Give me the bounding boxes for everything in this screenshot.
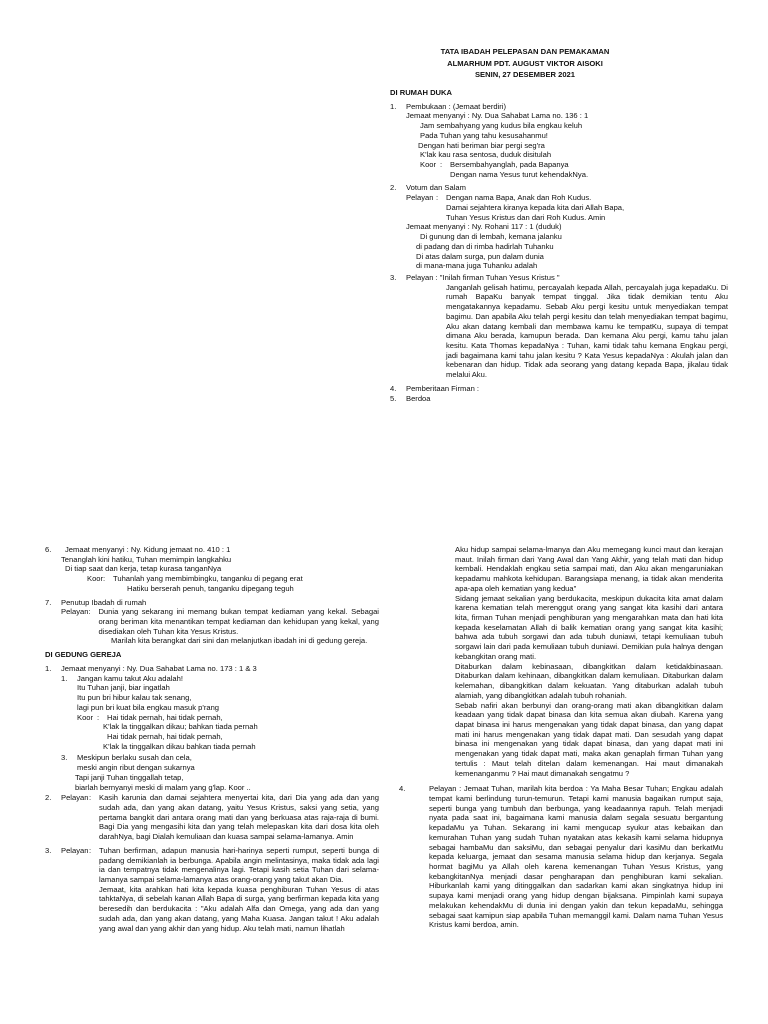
item-number: 4.: [399, 784, 406, 794]
verse-line: Tenanglah kini hatiku, Tuhan memimpin langkahku: [61, 554, 232, 564]
item-7: [45, 598, 379, 608]
speaker-label: Pelayan: [406, 193, 434, 203]
speaker-line: Tuhan Yesus Kristus dan dari Roh Kudus. Amin: [446, 212, 606, 222]
verse-line: biarlah bernyanyi meski di malam yang g'lap. Koor ..: [75, 782, 251, 792]
speaker-label: Pelayan: [61, 845, 89, 855]
song-line: Jemaat menyanyi : Ny. Dua Sahabat Lama no. 136 : 1: [406, 111, 589, 121]
koor: [45, 713, 379, 723]
verse-line: Dengan hati beriman biar pergi seg'ra: [418, 140, 545, 150]
colon: :: [89, 845, 92, 855]
section-title: DI RUMAH DUKA: [390, 88, 453, 97]
item-4: [390, 384, 728, 394]
section-title: DI GEDUNG GEREJA: [45, 650, 122, 660]
koor-line: Dengan nama Yesus turut kehendakNya.: [450, 169, 589, 179]
scripture-text: Janganlah gelisah hatimu, percayalah kepada Allah, percayalah juga kepadaKu. Di rumah BapaKu banyak tempat tinggal. Jika tidak demikian tentu Aku mengatakannya kepadamu. Sebab Aku pergi kesitu untuk menyediakan tempat bagimu. Dan apabila Aku telah pergi kesitu dan telah menyediakan tempat bagimu, Aku akan datang kembali dan membawa kamu ke tempatKu, supaya di tempat dimana Aku berada, kamupun berada. Dan kemana Aku pergi, kamu tahu jalan kesitu. Kata Thomas kepadaNya : Tuhan, kami tidak tahu kemana Engkau pergi, jadi bagaimana kami tahu jalan kesitu ? Kata Yesus kepadaNya : Akulah jalan dan kebenaran dan hidup. Tidak ada seorang yang datang kepada Bapa, jikalau tidak melalui Aku.: [446, 282, 728, 380]
gereja-item-2: [45, 793, 379, 842]
paragraph: Aku hidup sampai selama-lmanya dan Aku memegang kunci maut dan kerajan maut. Inilah firman dari Yang Awal dan Yang Akhir, yang telah mati dan hidup kembali. Hendaklah engkau setia sampai mati, dan Aku akan mengaruniakan kepadamu mahkota kehidupan. Barangsiapa menang, ia tidak akan menderita apa-apa oleh kematian yang kedua": [455, 545, 723, 593]
colon: :: [89, 793, 92, 803]
verse-3: [45, 753, 379, 763]
verse-line: Itu Tuhan janji, biar ingatlah: [77, 683, 170, 693]
verse-line: Tapi janji Tuhan tinggallah tetap,: [75, 772, 184, 782]
item-title: Pemberitaan Firman :: [406, 383, 480, 393]
song-verse: [390, 121, 728, 179]
verse-line: Jangan kamu takut Aku adalah!: [77, 673, 183, 683]
item-title: Votum dan Salam: [406, 183, 466, 193]
item-title: Penutup Ibadah di rumah: [61, 597, 147, 607]
colon: :: [436, 193, 439, 203]
koor-line: Hai tidak pernah, hai tidak pernah,: [107, 731, 223, 741]
verse-line: K'lak kau rasa sentosa, duduk disitulah: [420, 150, 552, 160]
item-2: [390, 183, 728, 193]
speaker-row: [45, 607, 379, 636]
verse-line: meski angin ribut dengan sukarnya: [77, 763, 195, 773]
colon: :: [440, 160, 443, 170]
item-title: Pelayan : "Inilah firman Tuhan Yesus Kristus ": [406, 272, 560, 282]
verse-line: di padang dan di rimba hadirlah Tuhanku: [416, 241, 554, 251]
colon: :: [97, 712, 100, 722]
item-number: 1.: [45, 663, 52, 673]
speaker-text: Dunia yang sekarang ini memang bukan tempat kediaman yang kekal. Sebagai orang beriman kita menantikan tempat kediaman dan kehidupan yang kekal, yang disediakan oleh Tuhan kita Yesus Kristus.: [98, 607, 379, 636]
koor: [45, 574, 379, 584]
speaker-text: Marilah kita berangkat dari sini dan melanjutkan ibadah ini di gedung gereja.: [111, 636, 368, 646]
speaker-text: Tuhan berfirman, adapun manusia hari-harinya seperti rumput, seperti bunga di padang demikianlah ia berbunga. Apabila angin melintasinya, maka tidak ada lagi ia dan tempatnya tidak mengenalinya lagi. Tetapi kasih setia Tuhan dari selama-lamanya sampai selama-lamanya atas orang-orang yang takut akan Dia.: [99, 845, 379, 884]
verse-line: Di tiap saat dan kerja, tetap kurasa tanganNya: [65, 564, 222, 574]
item-number: 2.: [45, 793, 52, 803]
verse-line: di mana-mana juga Tuhanku adalah: [416, 261, 538, 271]
item-number: 1.: [390, 101, 397, 111]
koor-label: Koor: [420, 160, 437, 170]
header-name: ALMARHUM PDT. AUGUST VIKTOR AISOKI: [447, 58, 603, 68]
colon: :: [103, 574, 106, 584]
paragraph: Sebab nafiri akan berbunyi dan orang-orang mati akan dibangkitkan dalam keadaan yang tidak dapat binasa dan kita semua akan diubah. Karena yang dapat binasa ini harus mengenakan yang tidak dapat binasa, dan yang dapat mati ini harus mengenakan yang tidak dapat mati. Dan sesudah yang dapat binasa ini mengenakan yang tidak dapat binasa, dan yang dapat mati ini mengenakan yang tidak dapat mati, maka akan genaplah firman Tuhan yang tertulis : Maut telah ditelan dalam kemenangan. Hai maut dimanakah kemenanganmu ? Hai maut dimanakah sengatmu ?: [455, 700, 723, 778]
paragraph: Sidang jemaat sekalian yang berdukacita, meskipun dukacita kita amat dalam karena kematian telah merenggut orang yang sangat kita kasihi dari antara kita, firman Tuhan menjadi penghiburan yang mengarahkan mata dan hati kita kepada keselamatan Allah di balik kematian orang yang sangat kita kasihi; bahwa ada tubuh sorgawi dan ada tubuh duniawi, tetapi kemuliaan tubuh sorgawi lain dari pada kemuliaan tubuh duniawi. Demikian pula halnya dengan kebangkitan orang mati.: [455, 593, 723, 661]
verse-line: Itu pun bri hibur kalau tak senang,: [77, 693, 192, 703]
speaker-label: Pelayan: [61, 793, 89, 803]
item-title: Berdoa: [406, 393, 431, 403]
koor-line: Bersembahyanglah, pada Bapanya: [450, 160, 569, 170]
item-number: 7.: [45, 597, 52, 607]
gereja-item-1: [45, 664, 379, 674]
koor-label: Koor: [87, 574, 104, 584]
right-item-4: [389, 784, 723, 930]
item-number: 3.: [390, 272, 397, 282]
item-title: Pembukaan : (Jemaat berdiri): [406, 101, 507, 111]
document-header: [400, 47, 650, 80]
speaker-text: Jemaat, kita arahkan hati kita kepada kuasa penghiburan Tuhan Yesus di atas tahktaNya, di sebelah kanan Allah Bapa di surga, yang berfirman kepada kita yang beresedih dan berdukacita : "Aku adalah Alfa dan Omega, yang ada dan yang sudah ada, dan yang akan datang, yang Maha Kuasa. Jangan takut ! Aku adalah yang awal dan yang akhir dan yang hidup. Aku telah mati, namun lihatlah: [99, 884, 379, 933]
speaker-text: Kasih karunia dan damai sejahtera menyertai kita, dari Dia yang ada dan yang sudah ada, dan yang akan datang, yaitu Yesus Kristus, saksi yang setia, yang pertama bangkit dari antara orang mati dan yang berkuasa atas raja-raja di bumi. Bagi Dia yang mengasihi kita dan yang telah melepaskan kita dari dosa kita oleh darahNya, bagi Dialah kemuliaan dan kuasa sampai selama-lamanya. Amin: [99, 793, 379, 842]
item-number: 5.: [390, 393, 397, 403]
verse-line: Di atas dalam surga, pun dalam dunia: [416, 251, 544, 261]
koor-line: Tuhanlah yang membimbingku, tanganku di pegang erat: [113, 574, 303, 584]
left-column: [45, 545, 379, 933]
song-line: Jemaat menyanyi : Ny. Rohani 117 : 1 (duduk): [406, 222, 562, 232]
item-number: 3.: [45, 845, 52, 855]
speaker-line: Dengan nama Bapa, Anak dan Roh Kudus.: [446, 193, 592, 203]
speaker-line: Damai sejahtera kiranya kepada kita dari Allah Bapa,: [446, 202, 625, 212]
prayer-text: Pelayan : Jemaat Tuhan, marilah kita berdoa : Ya Maha Besar Tuhan; Engkau adalah tempat kami berlindung turun-temurun. Tetapi kami manusia bagaikan rumput saja, seperti bunga yang tumbuh dan berbunga, yang keadaannya rapuh. Telah menjadi nyata pada saat ini, bagaimana kami manusia dalam segala sesuatu bergantung kepadaMu ya Tuhan. Sekarang ini kami mengucap syukur atas kebaikan dan kemurahan Tuhan yang sudah Tuhan nyatakan atas kekasih kami selama hidupnya sebagai hambaMu dan saksiMu, dan sebagai penyalur dari kasiMu dan berkatMu kepada keluarga, jemaat dan sesama manusia selama hidup dan kerjanya. Segala hormat bagiMu ya Allah oleh karena kemenangan Tuhan Yesus Kristus, yang kebangkitanNya menjadi dasar pengharapan dan penghiburan kami sekalian. Hiburkanlah kami yang ditinggalkan dan sadarkan kami akan singkatnya hidup ini supaya kami menjadi orang yang hidup dengan bijaksana. Pimpinlah kami supaya melakukan kehendakMu di dunia ini dengan yakin dan tekun kepadaMu, sehingga sebagai saat kamipun siap apabila Tuhan memanggil kami. Dalam nama Tuhan Yesus Kristus kami berdoa, amin.: [429, 784, 723, 930]
verse-line: lagi pun bri kuat bila engkau masuk p'rang: [77, 702, 220, 712]
song-line: Jemaat menyanyi : Ny. Kidung jemaat no. 410 : 1: [65, 545, 231, 554]
item-1: [390, 102, 728, 112]
item-5: [390, 394, 728, 404]
koor-label: Koor: [77, 712, 94, 722]
item-number: 6.: [45, 545, 52, 554]
song-line: Jemaat menyanyi : Ny. Dua Sahabat Lama no. 173 : 1 & 3: [61, 663, 257, 673]
koor-line: Hatiku berserah penuh, tanganku dipegang teguh: [127, 583, 294, 593]
speaker-row: [390, 193, 728, 203]
paragraph: Ditaburkan dalam kebinasaan, dibangkitkan dalam ketidakbinasaan. Ditaburkan dalam kehinaan, dibangkitkan dalam kemuliaan. Ditaburkan dalam kelemahan, dibangkitkan dalam kekuatan. Yang ditaburkan adalah tubuh alamiah, yang dibangkitkan adalah tubuh rohaniah.: [455, 661, 723, 700]
verse-line: Meskipun berlaku susah dan cela,: [77, 753, 192, 763]
verse-line: Pada Tuhan yang tahu kesusahanmu!: [420, 130, 548, 140]
koor: [420, 160, 728, 170]
item-number: 2.: [390, 183, 397, 193]
item-6: [45, 545, 379, 555]
right-column: [389, 545, 723, 930]
verse-number: 3.: [61, 753, 68, 763]
header-date: SENIN, 27 DESEMBER 2021: [474, 70, 576, 80]
header-title: TATA IBADAH PELEPASAN DAN PEMAKAMAN: [440, 47, 610, 56]
item-3: [390, 273, 728, 283]
verse-1: [45, 674, 379, 684]
koor-line: K'lak la tinggalkan dikau bahkan tiada pernah: [103, 741, 256, 751]
verse-line: Di gunung dan di lembah, kemana jalanku: [420, 232, 562, 242]
koor-line: K'lak la tinggalkan dikau; bahkan tiada pernah: [103, 722, 258, 732]
colon: :: [88, 607, 91, 617]
section-rumah-duka: [390, 88, 728, 403]
item-number: 4.: [390, 383, 397, 393]
verse-line: Jam sembahyang yang kudus bila engkau keluh: [420, 121, 583, 131]
verse-number: 1.: [61, 673, 68, 683]
koor-line: Hai tidak pernah, hai tidak pernah,: [107, 712, 223, 722]
speaker-label: Pelayan: [61, 607, 89, 617]
gereja-item-3: [45, 846, 379, 885]
song-verse: [390, 232, 728, 271]
